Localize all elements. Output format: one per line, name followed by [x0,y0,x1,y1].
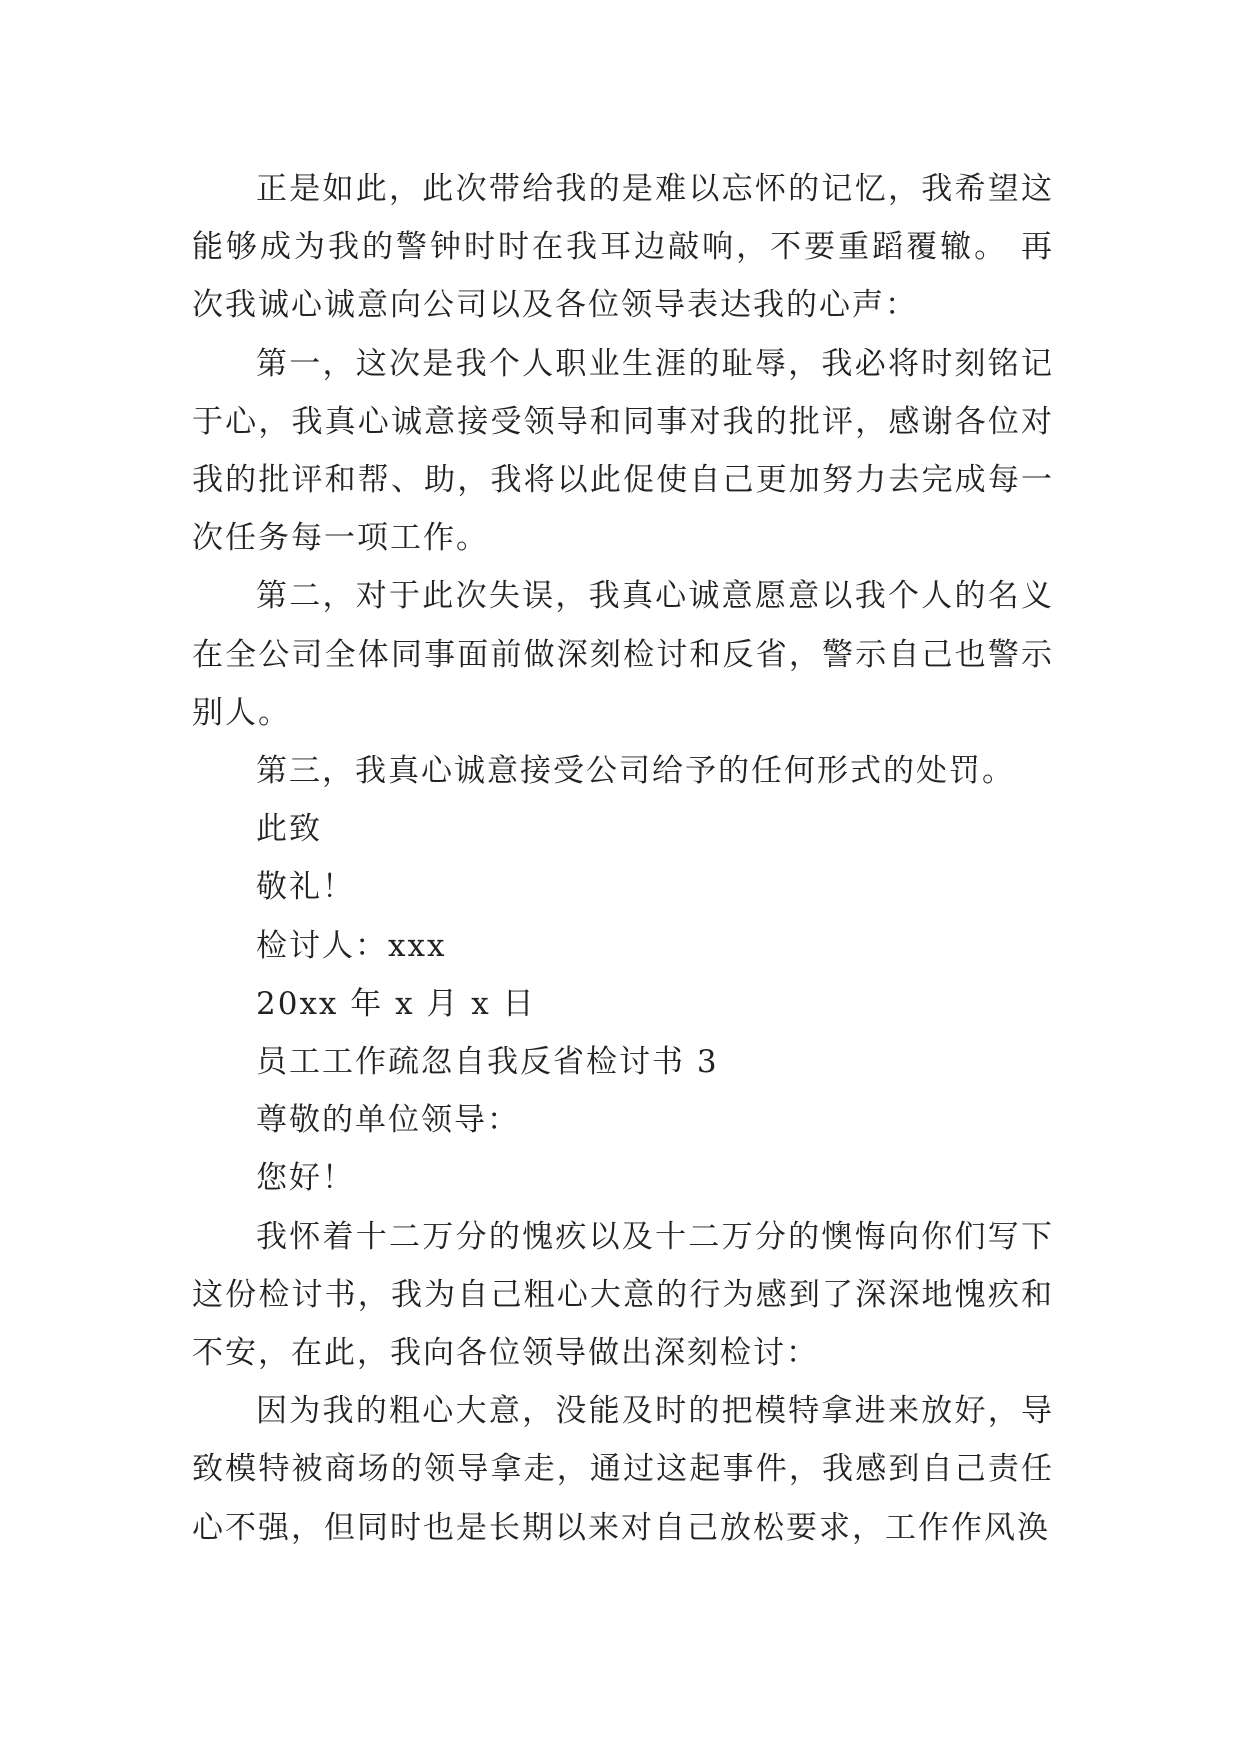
document-body [192,160,1054,1557]
signer: 检讨人：xxx [256,927,447,964]
paragraph: 因为我的粗心大意，没能及时的把模特拿进来放好，导致模特被商场的领导拿走，通过这起事件，我感到自己责任心不强，但同时也是长期以来对自己放松要求，工作作风涣 [192,1393,1054,1546]
date: 20xx 年 x 月 x 日 [256,985,536,1022]
addressee: 尊敬的单位领导： [256,1102,520,1139]
paragraph: 第一，这次是我个人职业生涯的耻辱，我必将时刻铭记于心，我真心诚意接受领导和同事对我的批评，感谢各位对我的批评和帮、助，我将以此促使自己更加努力去完成每一次任务每一项工作。 [192,345,1054,557]
paragraph: 第二，对于此次失误，我真心诚意愿意以我个人的名义在全公司全体同事面前做深刻检讨和反省，警示自己也警示别人。 [192,578,1054,731]
greeting: 您好！ [256,1160,355,1197]
paragraph: 我怀着十二万分的愧疚以及十二万分的懊悔向你们写下这份检讨书，我为自己粗心大意的行为感到了深深地愧疚和不安，在此，我向各位领导做出深刻检讨： [192,1218,1054,1372]
closing-greeting: 此致 [256,811,322,848]
salute: 敬礼！ [256,869,355,906]
paragraph: 正是如此，此次带给我的是难以忘怀的记忆，我希望这能够成为我的警钟时时在我耳边敲响，不要重蹈覆辙。 再次我诚心诚意向公司以及各位领导表达我的心声： [192,171,1054,324]
paragraph: 第三，我真心诚意接受公司给予的任何形式的处罚。 [256,753,1015,790]
section-title: 员工工作疏忽自我反省检讨书 3 [256,1044,719,1081]
